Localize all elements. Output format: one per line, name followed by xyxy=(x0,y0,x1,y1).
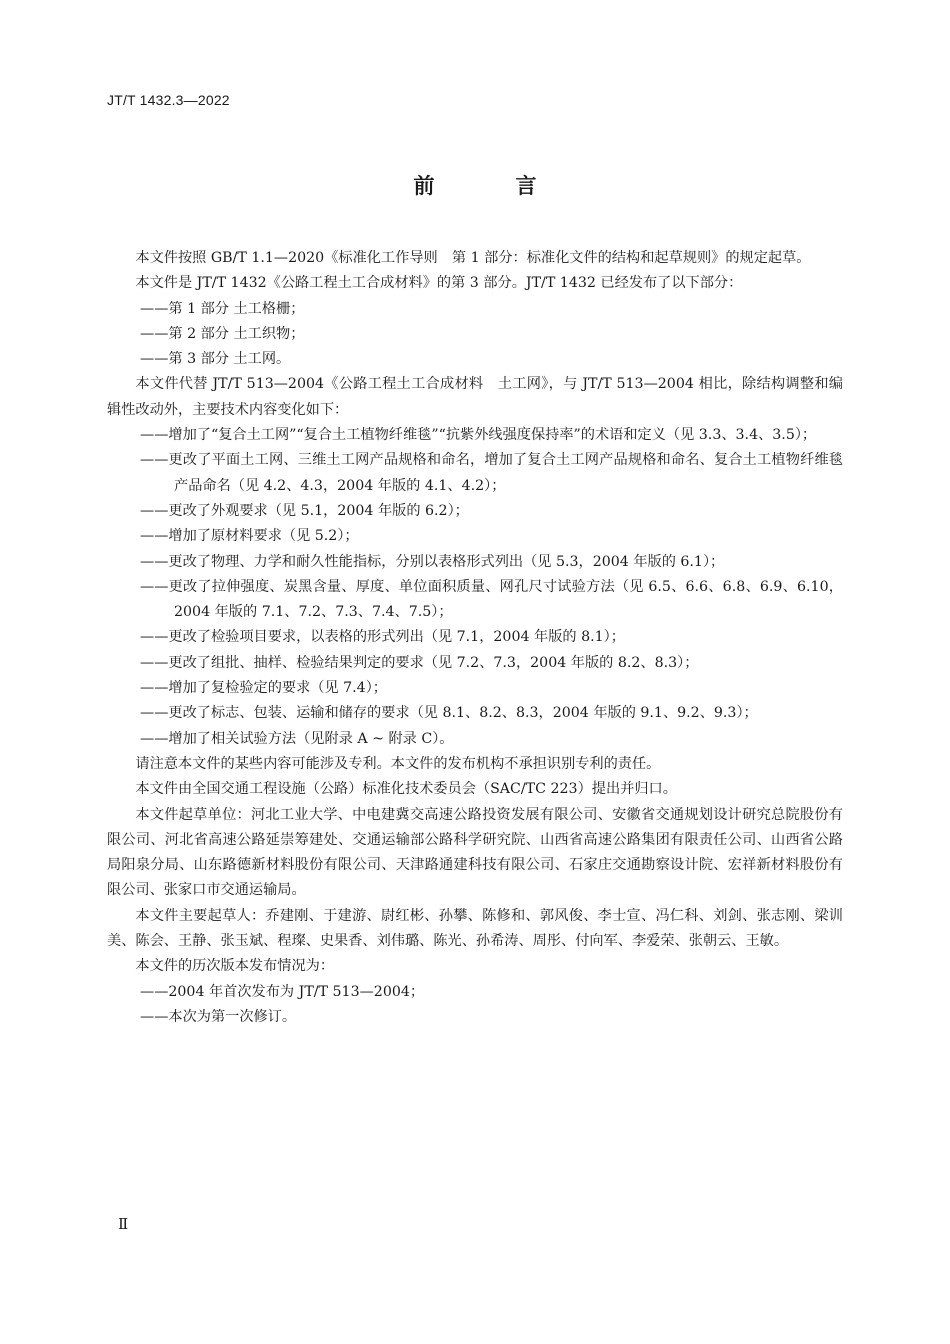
list-item: ——更改了拉伸强度、炭黑含量、厚度、单位面积质量、网孔尺寸试验方法（见 6.5、6.6、6.8、6.9、6.10，2004 年版的 7.1、7.2、7.3、7.4、7.5）； xyxy=(140,578,843,621)
paragraph: 本文件由全国交通工程设施（公路）标准化技术委员会（SAC/TC 223）提出并归口。 xyxy=(135,781,677,798)
list-item: ——增加了原材料要求（见 5.2）； xyxy=(140,528,359,545)
paragraph: 本文件主要起草人：乔建刚、于建游、尉红彬、孙攀、陈修和、郭风俊、李士宣、冯仁科、刘剑、张志刚、梁训美、陈会、王静、张玉斌、程璨、史果香、刘伟璐、陈光、孙希涛、周彤、付向军、李爱荣、张朝云、王敏。 xyxy=(107,907,843,950)
list-item: ——第 3 部分 土工网。 xyxy=(140,351,291,368)
standard-number: JT/T 1432.3—2022 xyxy=(107,92,230,108)
paragraph: 本文件按照 GB/T 1.1—2020《标准化工作导则 第 1 部分：标准化文件的结构和起草规则》的规定起草。 xyxy=(135,250,811,266)
list-item: ——本次为第一次修订。 xyxy=(140,1008,297,1025)
list-item: ——增加了相关试验方法（见附录 A ~ 附录 C）。 xyxy=(140,730,454,747)
list-item: ——2004 年首次发布为 JT/T 513—2004； xyxy=(140,983,425,1000)
list-item: ——增加了“复合土工网”“复合土工植物纤维毯”“抗紫外线强度保持率”的术语和定义（见 3.3、3.4、3.5）； xyxy=(140,427,817,444)
list-item: ——更改了检验项目要求，以表格的形式列出（见 7.1，2004 年版的 8.1）； xyxy=(140,629,625,646)
foreword-body xyxy=(107,246,843,1030)
list-item: ——更改了标志、包装、运输和储存的要求（见 8.1、8.2、8.3，2004 年版的 9.1、9.2、9.3）； xyxy=(140,705,758,722)
paragraph: 本文件代替 JT/T 513—2004《公路工程土工合成材料 土工网》，与 JT/T 513—2004 相比，除结构调整和编辑性改动外，主要技术内容变化如下： xyxy=(107,376,843,418)
paragraph: 本文件的历次版本发布情况为： xyxy=(135,958,335,975)
list-item: ——更改了外观要求（见 5.1，2004 年版的 6.2）； xyxy=(140,502,469,519)
list-item: ——更改了平面土工网、三维土工网产品规格和命名，增加了复合土工网产品规格和命名、复合土工植物纤维毯产品命名（见 4.2、4.3，2004 年版的 4.1、4.2）； xyxy=(140,452,843,494)
list-item: ——第 2 部分 土工织物； xyxy=(140,325,305,342)
paragraph: 本文件是 JT/T 1432《公路工程土工合成材料》的第 3 部分。JT/T 1432 已经发布了以下部分： xyxy=(135,275,743,292)
page-title: 前 言 xyxy=(413,174,567,198)
list-item: ——更改了物理、力学和耐久性能指标，分别以表格形式列出（见 5.3，2004 年版的 6.1）； xyxy=(140,553,725,570)
list-item: ——更改了组批、抽样、检验结果判定的要求（见 7.2、7.3，2004 年版的 8.2、8.3）； xyxy=(140,654,699,671)
page-number: Ⅱ xyxy=(118,1215,129,1233)
list-item: ——第 1 部分 土工格栅； xyxy=(140,300,305,317)
paragraph: 本文件起草单位：河北工业大学、中电建冀交高速公路投资发展有限公司、安徽省交通规划设计研究总院股份有限公司、河北省高速公路延崇筹建处、交通运输部公路科学研究院、山西省高速公路集团有限责任公司、山西省公路局阳泉分局、山东路德新材料股份有限公司、天津路通建科技有限公司、石家庄交通勘察设计院、宏祥新材料股份有限公司、张家口市交通运输局。 xyxy=(107,806,843,899)
paragraph: 请注意本文件的某些内容可能涉及专利。本文件的发布机构不承担识别专利的责任。 xyxy=(135,755,661,772)
list-item: ——增加了复检验定的要求（见 7.4）； xyxy=(140,680,387,697)
